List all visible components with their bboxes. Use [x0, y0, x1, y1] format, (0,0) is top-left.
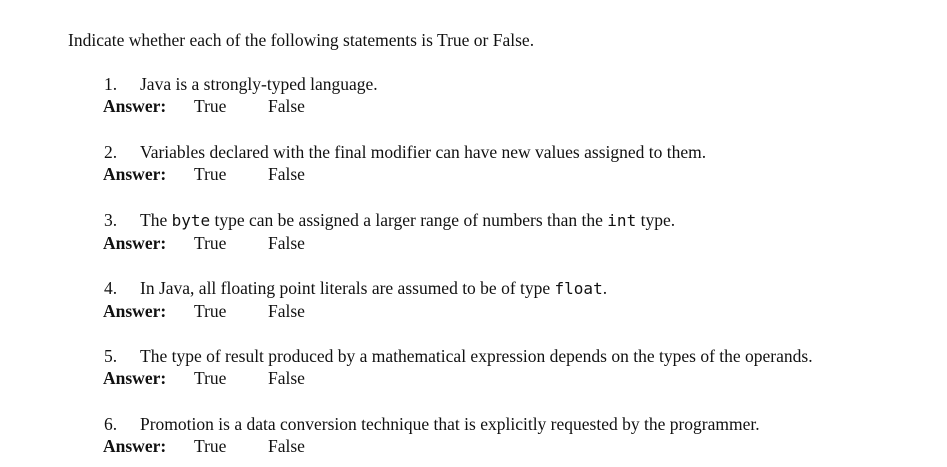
question-statement — [103, 277, 933, 300]
answer-line — [103, 300, 933, 322]
question-statement — [103, 413, 933, 435]
answer-line — [103, 367, 933, 389]
question-statement — [103, 345, 933, 367]
question-item — [103, 345, 933, 389]
question-text: The — [140, 210, 172, 230]
question-statement — [103, 73, 933, 95]
answer-label: Answer: — [103, 96, 167, 116]
option-false[interactable]: False — [268, 233, 305, 253]
option-true[interactable]: True — [194, 96, 227, 116]
code-keyword: int — [607, 211, 637, 230]
answer-label: Answer: — [103, 301, 167, 321]
answer-label: Answer: — [103, 368, 167, 388]
answer-label: Answer: — [103, 164, 167, 184]
question-text: In Java, all floating point literals are assumed to be of type — [140, 278, 555, 298]
question-text: The type of result produced by a mathematical expression depends on the types of the operands. — [140, 346, 813, 366]
option-true[interactable]: True — [194, 368, 227, 388]
answer-label: Answer: — [103, 233, 167, 253]
question-item — [103, 413, 933, 457]
option-false[interactable]: False — [268, 368, 305, 388]
question-item — [103, 277, 933, 322]
question-number: 2. — [104, 142, 118, 162]
code-keyword: float — [554, 279, 603, 298]
option-false[interactable]: False — [268, 301, 305, 321]
question-number: 5. — [104, 346, 118, 366]
question-text: Promotion is a data conversion technique that is explicitly requested by the programmer. — [140, 414, 760, 434]
instructions-text: Indicate whether each of the following statements is True or False. — [68, 30, 535, 50]
question-item — [103, 73, 933, 117]
option-true[interactable]: True — [194, 164, 227, 184]
question-statement — [103, 209, 933, 232]
question-text: . — [602, 278, 608, 298]
answer-line — [103, 435, 933, 457]
question-text: type. — [636, 210, 676, 230]
answer-line — [103, 163, 933, 185]
answer-line — [103, 232, 933, 254]
question-number: 6. — [104, 414, 118, 434]
question-number: 4. — [104, 278, 118, 298]
option-true[interactable]: True — [194, 233, 227, 253]
question-number: 1. — [104, 74, 118, 94]
option-true[interactable]: True — [194, 301, 227, 321]
question-item — [103, 141, 933, 185]
option-false[interactable]: False — [268, 436, 305, 456]
answer-line — [103, 95, 933, 117]
question-text: type can be assigned a larger range of numbers than the — [210, 210, 608, 230]
question-text: Variables declared with the final modifier can have new values assigned to them. — [140, 142, 707, 162]
question-item — [103, 209, 933, 254]
option-false[interactable]: False — [268, 96, 305, 116]
question-text: Java is a strongly-typed language. — [140, 74, 378, 94]
question-number: 3. — [104, 210, 118, 230]
answer-label: Answer: — [103, 436, 167, 456]
option-false[interactable]: False — [268, 164, 305, 184]
option-true[interactable]: True — [194, 436, 227, 456]
code-keyword: byte — [171, 211, 211, 230]
question-statement — [103, 141, 933, 163]
